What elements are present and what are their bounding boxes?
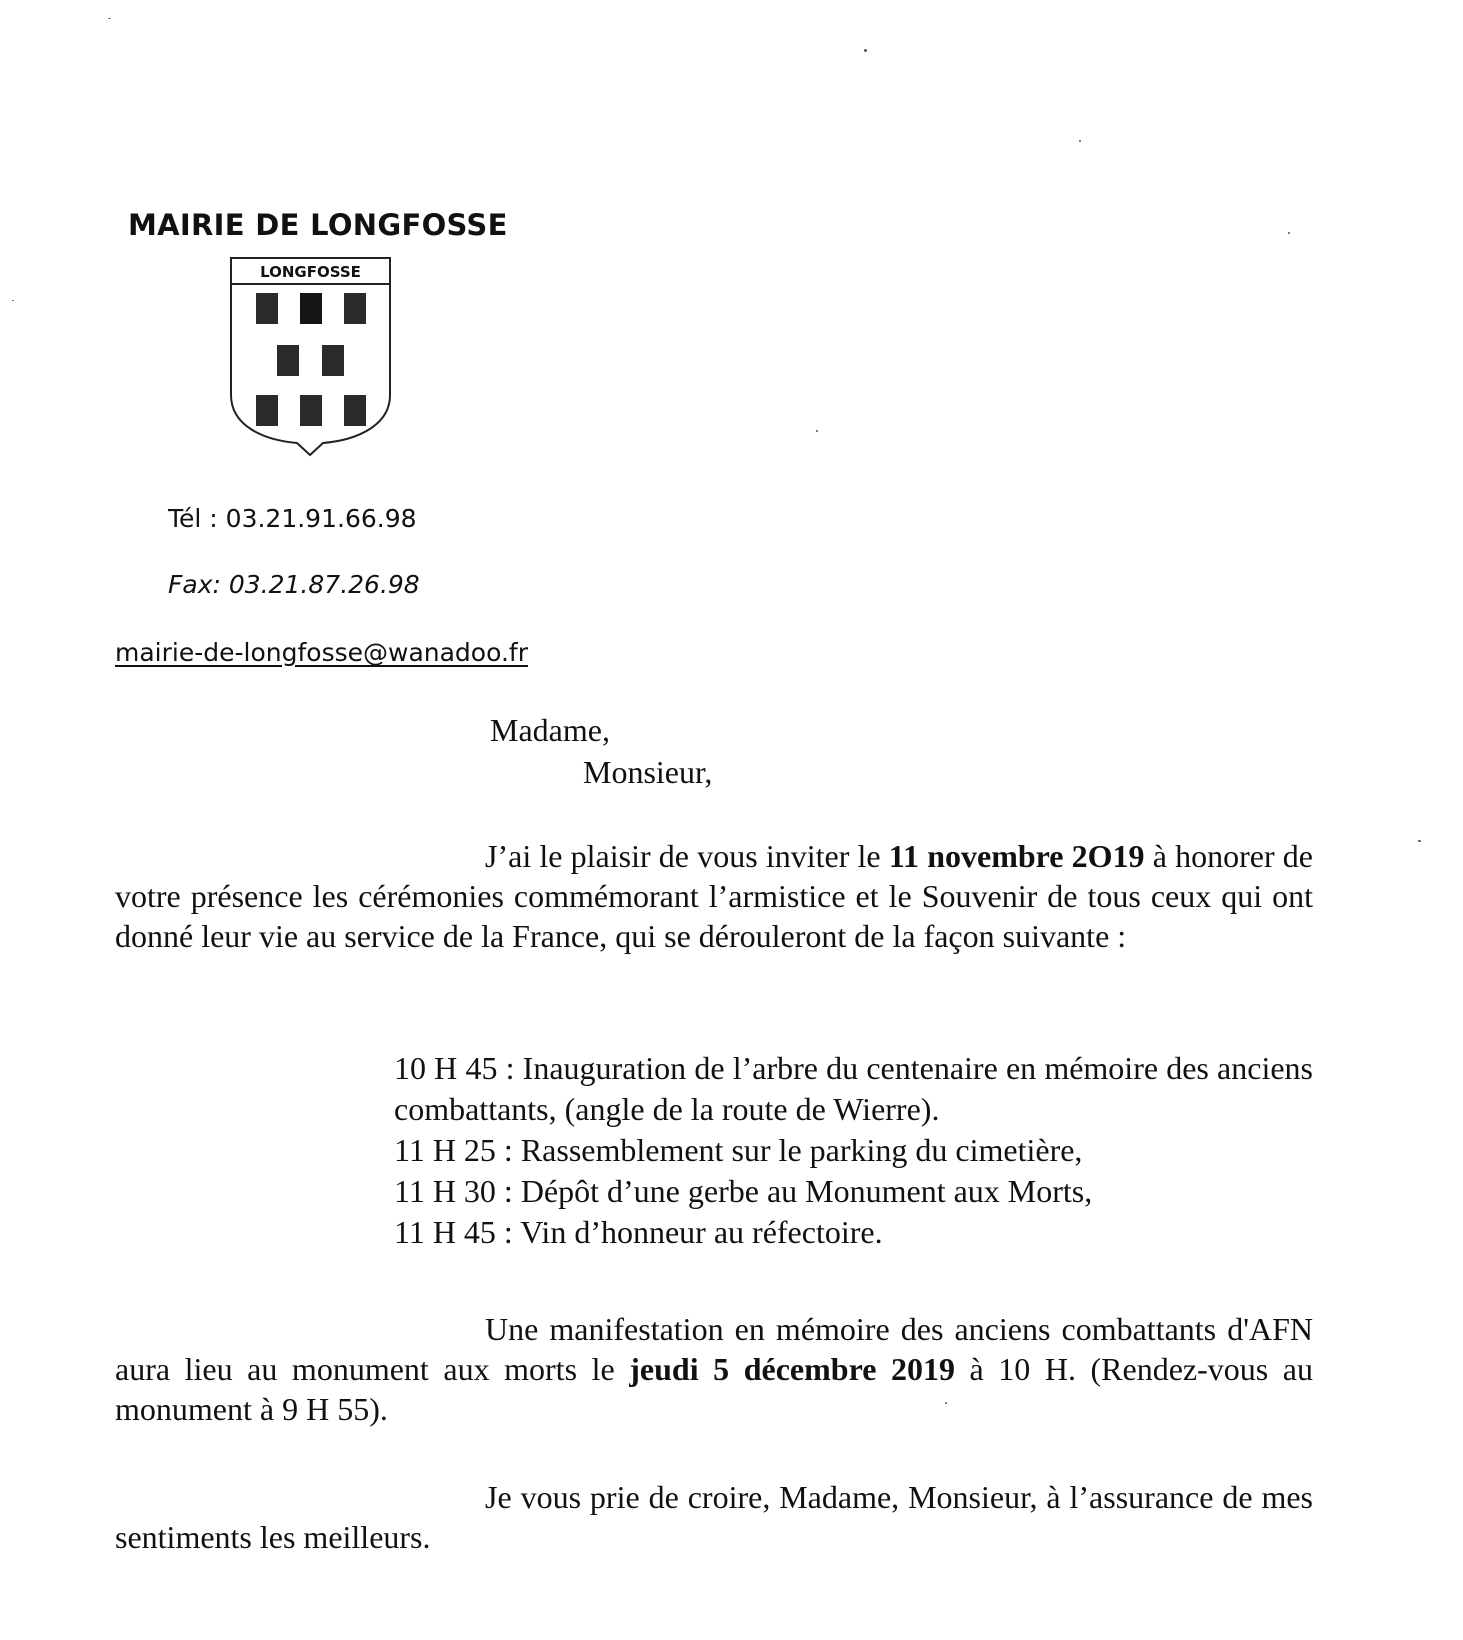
- scan-speck: [816, 430, 818, 432]
- schedule-item: 11 H 25 : Rassemblement sur le parking du cimetière,: [394, 1132, 1083, 1168]
- scan-speck: [1288, 232, 1290, 234]
- schedule-list: [394, 1048, 1313, 1253]
- afn-date: jeudi 5 décembre 2019: [629, 1351, 955, 1387]
- invitation-text-after: à honorer de votre présence les cérémonies commémorant l’armistice et le Souvenir de tous ceux qui ont donné leur vie au service de la France, qui se dérouleront de la façon suivante :: [115, 838, 1314, 954]
- coat-of-arms-logo: [228, 255, 393, 458]
- scan-speck: [108, 18, 111, 19]
- schedule-item: 10 H 45 : Inauguration de l’arbre du centenaire en mémoire des anciens combattants, (angle de la route de Wierre).: [394, 1050, 1313, 1127]
- closing-text: Je vous prie de croire, Madame, Monsieur, à l’assurance de mes sentiments les meilleurs.: [115, 1479, 1313, 1555]
- afn-text-after: à 10 H. (Rendez-vous au monument à 9 H 55).: [115, 1351, 1314, 1427]
- scan-speck: [945, 1402, 947, 1404]
- schedule-item: 11 H 45 : Vin d’honneur au réfectoire.: [394, 1214, 883, 1250]
- telephone: Tél : 03.21.91.66.98: [168, 504, 417, 533]
- scan-speck: [1418, 840, 1421, 842]
- ceremony-date: 11 novembre 2O19: [888, 838, 1145, 874]
- salutation-madame: Madame,: [490, 712, 610, 748]
- invitation-paragraph: [115, 836, 1313, 956]
- closing-paragraph: [115, 1477, 1313, 1557]
- afn-paragraph: [115, 1309, 1313, 1429]
- salutation-monsieur: Monsieur,: [583, 754, 713, 790]
- scan-speck: [864, 49, 867, 52]
- schedule-item: 11 H 30 : Dépôt d’une gerbe au Monument aux Morts,: [394, 1173, 1093, 1209]
- scan-speck: [1079, 140, 1081, 142]
- crest-banner-text: LONGFOSSE: [260, 263, 361, 281]
- email-link[interactable]: mairie-de-longfosse@wanadoo.fr: [115, 638, 528, 667]
- afn-text-before: Une manifestation en mémoire des anciens combattants d'AFN aura lieu au monument aux morts le: [115, 1311, 1313, 1387]
- scan-speck: [12, 300, 14, 301]
- invitation-text-before: J’ai le plaisir de vous inviter le: [485, 838, 889, 874]
- page-title: MAIRIE DE LONGFOSSE: [128, 208, 508, 242]
- fax: Fax: 03.21.87.26.98: [168, 570, 420, 599]
